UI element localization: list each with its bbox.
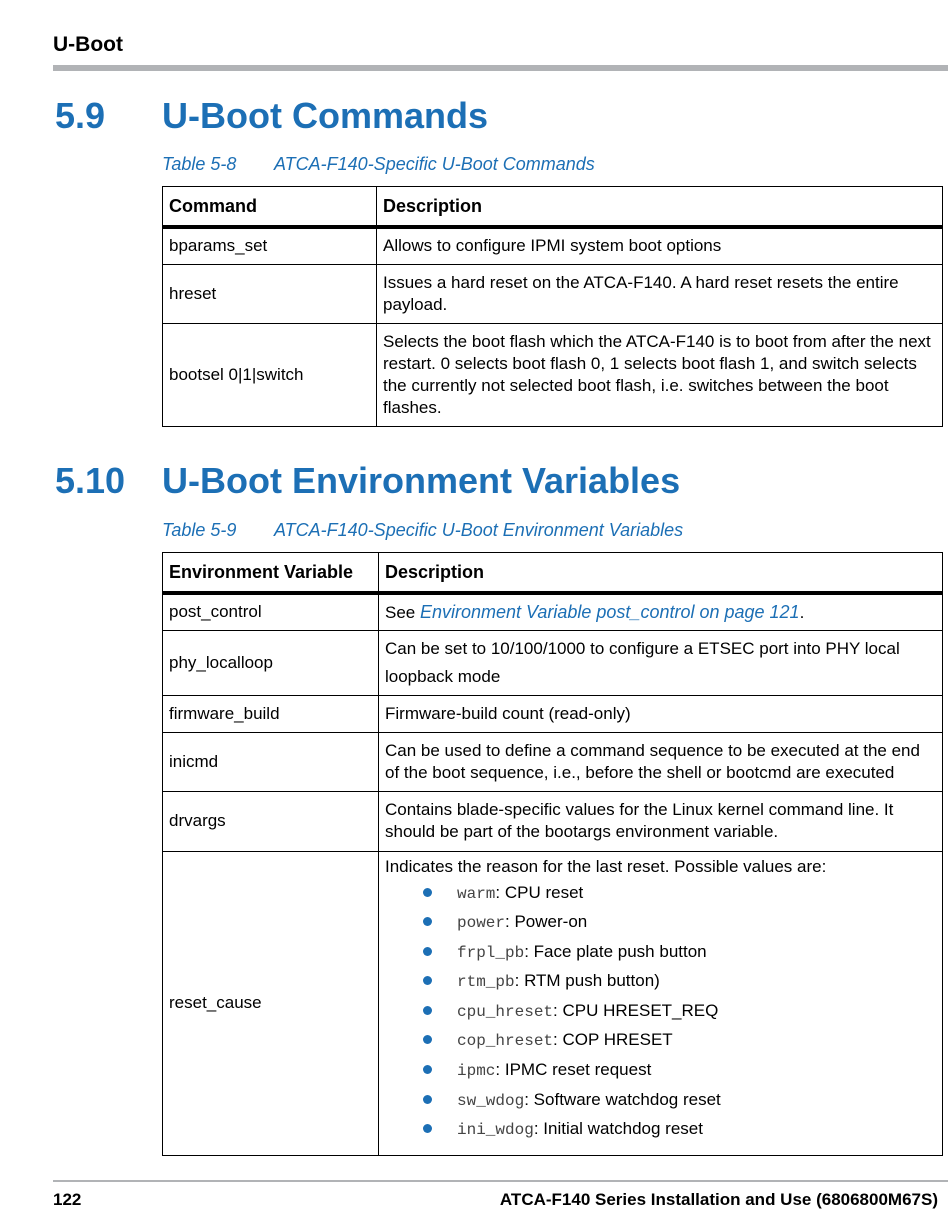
value-code: sw_wdog <box>457 1091 525 1110</box>
variable-name: inicmd <box>163 732 379 791</box>
reset-cause-list <box>385 878 936 1144</box>
table-row <box>163 264 943 323</box>
command-name: bparams_set <box>163 227 377 264</box>
table-row <box>163 630 943 695</box>
table-row <box>163 593 943 630</box>
description-suffix: . <box>799 602 805 622</box>
value-code: ini_wdog <box>457 1121 534 1140</box>
footer-rule <box>53 1180 948 1182</box>
page-number: 122 <box>53 1190 82 1209</box>
command-description: Selects the boot flash which the ATCA-F140 is to boot from after the next restart. 0 selects boot flash 0, 1 selects boot flash 1, and switch selects the currently not selected boot flash, i.e. switches between the boot flashes. <box>377 323 943 426</box>
variable-description <box>379 851 943 1155</box>
list-item <box>423 1085 936 1115</box>
table-row <box>163 323 943 426</box>
bullet-icon <box>423 1065 432 1074</box>
table-caption-title: ATCA-F140-Specific U-Boot Environment Variables <box>274 520 684 540</box>
command-name: hreset <box>163 264 377 323</box>
header-rule <box>53 65 948 71</box>
list-item <box>423 937 936 967</box>
bullet-icon <box>423 947 432 956</box>
variable-description: Can be used to define a command sequence to be executed at the end of the boot sequence, i.e., before the shell or bootcmd are executed <box>379 732 943 791</box>
table-header-row <box>163 553 943 594</box>
list-item <box>423 907 936 937</box>
section-title: U-Boot Environment Variables <box>162 460 681 501</box>
cross-reference-link[interactable]: Environment Variable post_control on page 121 <box>419 601 800 622</box>
section-number: 5.10 <box>55 460 126 501</box>
value-separator: : <box>514 971 525 991</box>
value-code: cop_hreset <box>457 1032 554 1051</box>
table-header-row <box>163 187 943 228</box>
table-row <box>163 732 943 791</box>
chapter-title: U-Boot <box>53 33 123 56</box>
variable-name: firmware_build <box>163 695 379 732</box>
value-code: cpu_hreset <box>457 1002 554 1021</box>
table-row <box>163 227 943 264</box>
command-description: Allows to configure IPMI system boot options <box>377 227 943 264</box>
table-caption-title: ATCA-F140-Specific U-Boot Commands <box>274 154 595 174</box>
value-text: CPU HRESET_REQ <box>557 1000 719 1020</box>
value-text: Face plate push button <box>533 941 707 961</box>
commands-table <box>162 186 943 427</box>
bullet-icon <box>423 917 432 926</box>
list-item <box>423 1114 936 1144</box>
table-row <box>163 851 943 1155</box>
value-text: CPU reset <box>504 882 584 902</box>
variable-description: Can be set to 10/100/1000 to configure a ETSEC port into PHY local loopback mode <box>379 630 943 695</box>
value-code: rtm_pb <box>457 973 515 992</box>
command-name: bootsel 0|1|switch <box>163 323 377 426</box>
value-text: Power-on <box>514 912 588 932</box>
variable-name: drvargs <box>163 791 379 851</box>
bullet-icon <box>423 976 432 985</box>
table-caption-commands <box>162 154 595 175</box>
table-caption-number: Table 5-9 <box>162 520 237 540</box>
value-text: Initial watchdog reset <box>538 1119 703 1139</box>
value-code: ipmc <box>457 1062 496 1081</box>
variable-name: phy_localloop <box>163 630 379 695</box>
description-prefix: See <box>385 602 420 622</box>
document-title: ATCA-F140 Series Installation and Use (6806800M67S) <box>499 1190 938 1209</box>
column-header: Command <box>163 187 377 228</box>
table-caption-number: Table 5-8 <box>162 154 237 174</box>
value-separator: : <box>495 882 505 902</box>
value-text: RTM push button) <box>524 971 660 991</box>
bullet-icon <box>423 1124 432 1133</box>
bullet-icon <box>423 1006 432 1015</box>
list-item <box>423 878 936 908</box>
value-separator: : <box>533 1119 539 1139</box>
value-code: power <box>457 914 506 933</box>
value-separator: : <box>553 1030 563 1050</box>
table-caption-env-vars <box>162 520 683 541</box>
value-separator: : <box>524 1089 534 1109</box>
value-text: COP HRESET <box>562 1030 673 1050</box>
column-header: Description <box>379 553 943 594</box>
value-code: warm <box>457 884 496 903</box>
variable-description: Contains blade-specific values for the Linux kernel command line. It should be part of the bootargs environment variable. <box>379 791 943 851</box>
list-item <box>423 996 936 1026</box>
value-text: Software watchdog reset <box>533 1089 721 1109</box>
env-vars-table <box>162 552 943 1156</box>
variable-name: reset_cause <box>163 851 379 1155</box>
table-row <box>163 695 943 732</box>
bullet-icon <box>423 1095 432 1104</box>
column-header: Description <box>377 187 943 228</box>
reset-cause-intro: Indicates the reason for the last reset. Possible values are: <box>385 856 827 876</box>
table-row <box>163 791 943 851</box>
value-code: frpl_pb <box>457 943 525 962</box>
command-description: Issues a hard reset on the ATCA-F140. A hard reset resets the entire payload. <box>377 264 943 323</box>
bullet-icon <box>423 888 432 897</box>
variable-name: post_control <box>163 593 379 630</box>
column-header: Environment Variable <box>163 553 379 594</box>
list-item <box>423 1025 936 1055</box>
section-title: U-Boot Commands <box>162 95 488 136</box>
list-item <box>423 1055 936 1085</box>
list-item <box>423 966 936 996</box>
bullet-icon <box>423 1035 432 1044</box>
value-separator: : <box>505 912 515 932</box>
value-text: IPMC reset request <box>504 1060 652 1080</box>
variable-description: Firmware-build count (read-only) <box>379 695 943 732</box>
value-separator: : <box>553 1000 558 1020</box>
variable-description <box>379 593 943 630</box>
value-separator: : <box>524 941 534 961</box>
value-separator: : <box>495 1060 505 1080</box>
section-number: 5.9 <box>55 95 106 136</box>
